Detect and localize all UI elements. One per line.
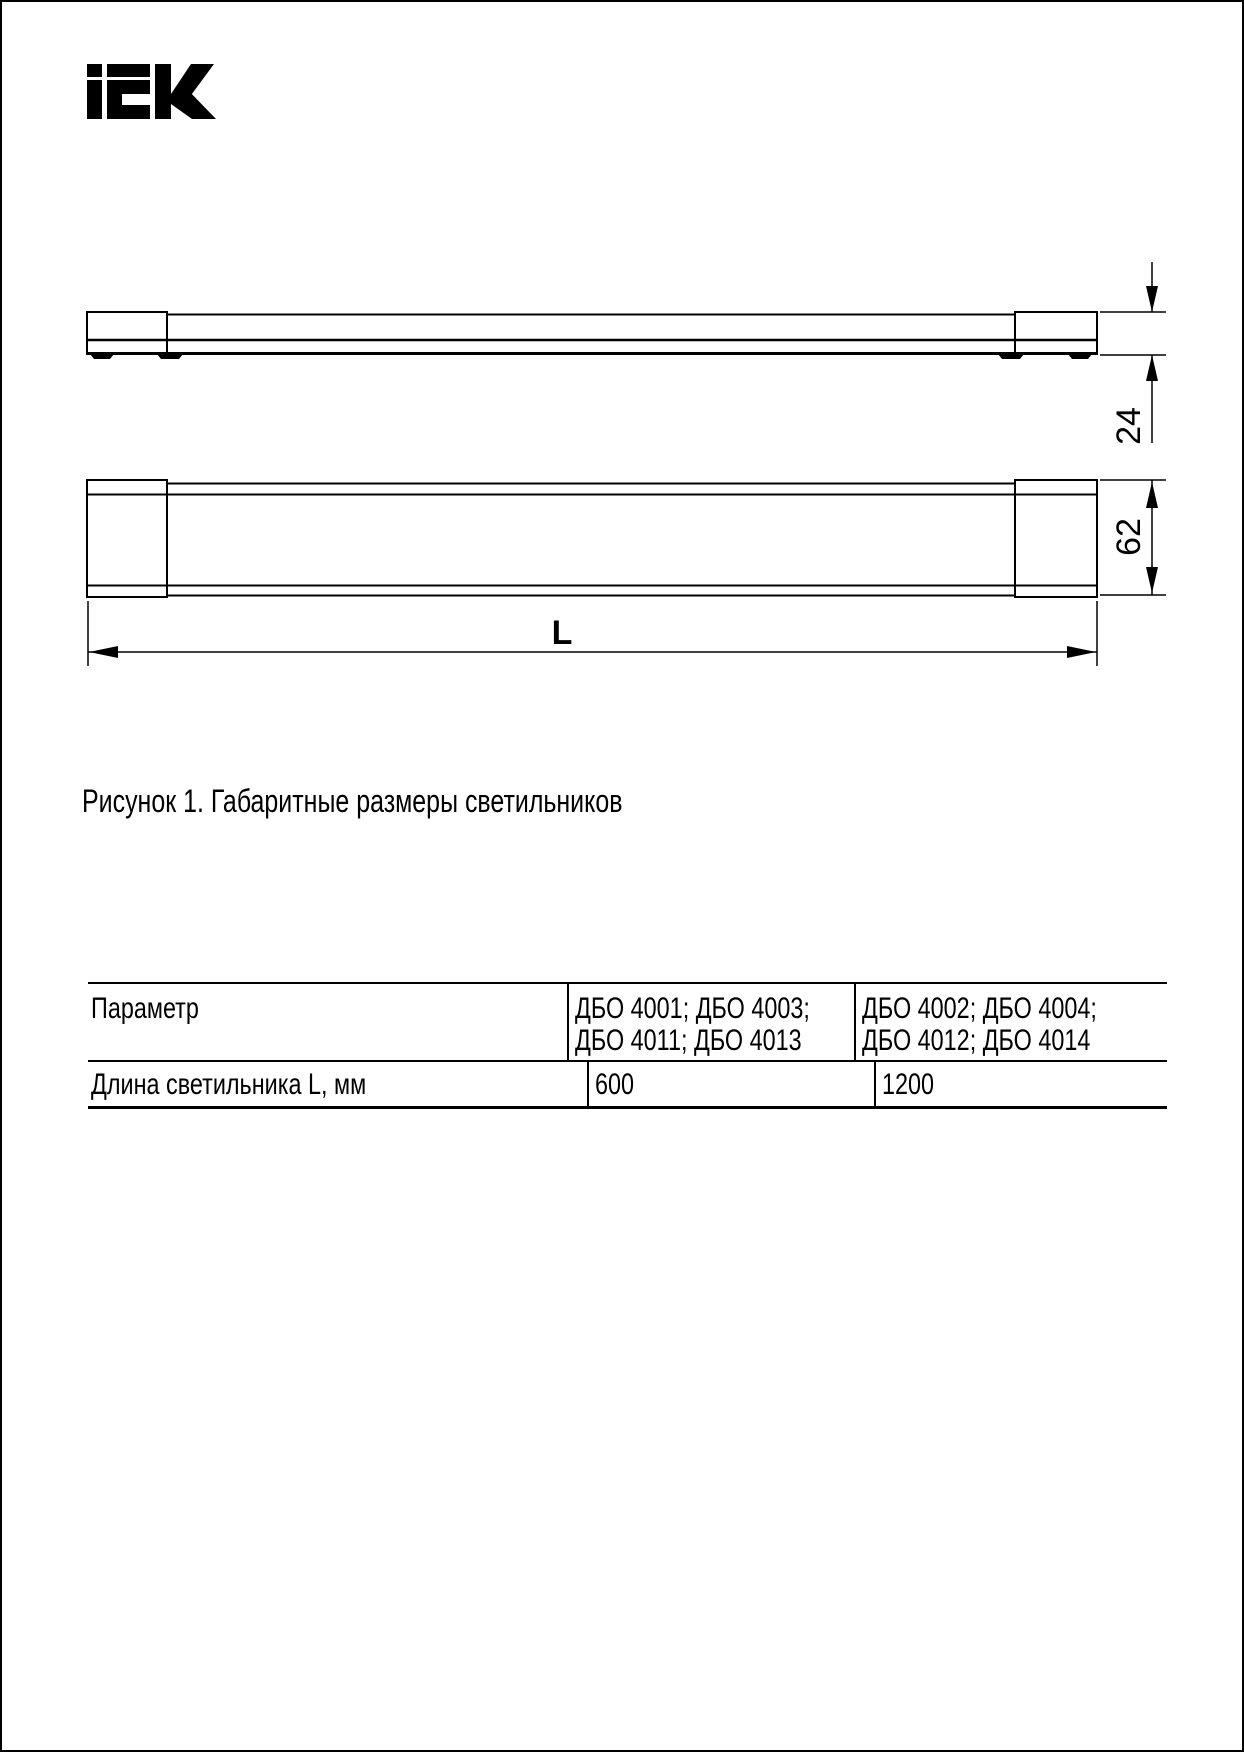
header-cell-group1 xyxy=(567,984,854,1060)
figure-caption-text: Рисунок 1. Габаритные размеры светильников xyxy=(82,783,623,819)
dim-62-label: 62 xyxy=(1110,518,1148,556)
figure-caption xyxy=(82,782,775,820)
dimension-24 xyxy=(1100,262,1166,445)
luminaire-side-view xyxy=(87,312,1097,354)
length-group1-value: 600 xyxy=(595,1068,635,1101)
table-row xyxy=(88,1062,1167,1109)
cell-length-group1 xyxy=(587,1062,874,1106)
length-group2-value: 1200 xyxy=(882,1068,935,1101)
arrowhead-right-icon xyxy=(1067,646,1096,658)
dim-24-label: 24 xyxy=(1110,407,1148,445)
arrowhead-down-icon xyxy=(1146,286,1158,312)
spec-table xyxy=(88,982,1167,1109)
parameter-name-text: Длина светильника L, мм xyxy=(91,1068,367,1101)
header-cell-group2 xyxy=(854,984,1167,1060)
figure-drawing xyxy=(2,2,1244,1752)
arrowhead-up-icon xyxy=(1146,482,1158,508)
dimension-62 xyxy=(1100,480,1166,595)
header-cell-parameter xyxy=(88,984,567,1060)
dimension-length xyxy=(88,601,1097,666)
header-group1-line1: ДБО 4001; ДБО 4003; xyxy=(574,992,810,1025)
header-parameter-label: Параметр xyxy=(91,992,199,1025)
table-header-row xyxy=(88,984,1167,1062)
cell-length-group2 xyxy=(874,1062,1167,1106)
header-group1-line2: ДБО 4011; ДБО 4013 xyxy=(574,1024,802,1057)
header-group2-line1: ДБО 4002; ДБО 4004; xyxy=(861,992,1097,1025)
header-group2-line2: ДБО 4012; ДБО 4014 xyxy=(861,1024,1091,1057)
arrowhead-down-icon xyxy=(1146,567,1158,593)
arrowhead-up-icon xyxy=(1146,355,1158,381)
dim-length-label: L xyxy=(551,614,573,652)
arrowhead-left-icon xyxy=(89,646,118,658)
cell-parameter-name xyxy=(88,1062,587,1106)
luminaire-front-view xyxy=(87,480,1097,597)
